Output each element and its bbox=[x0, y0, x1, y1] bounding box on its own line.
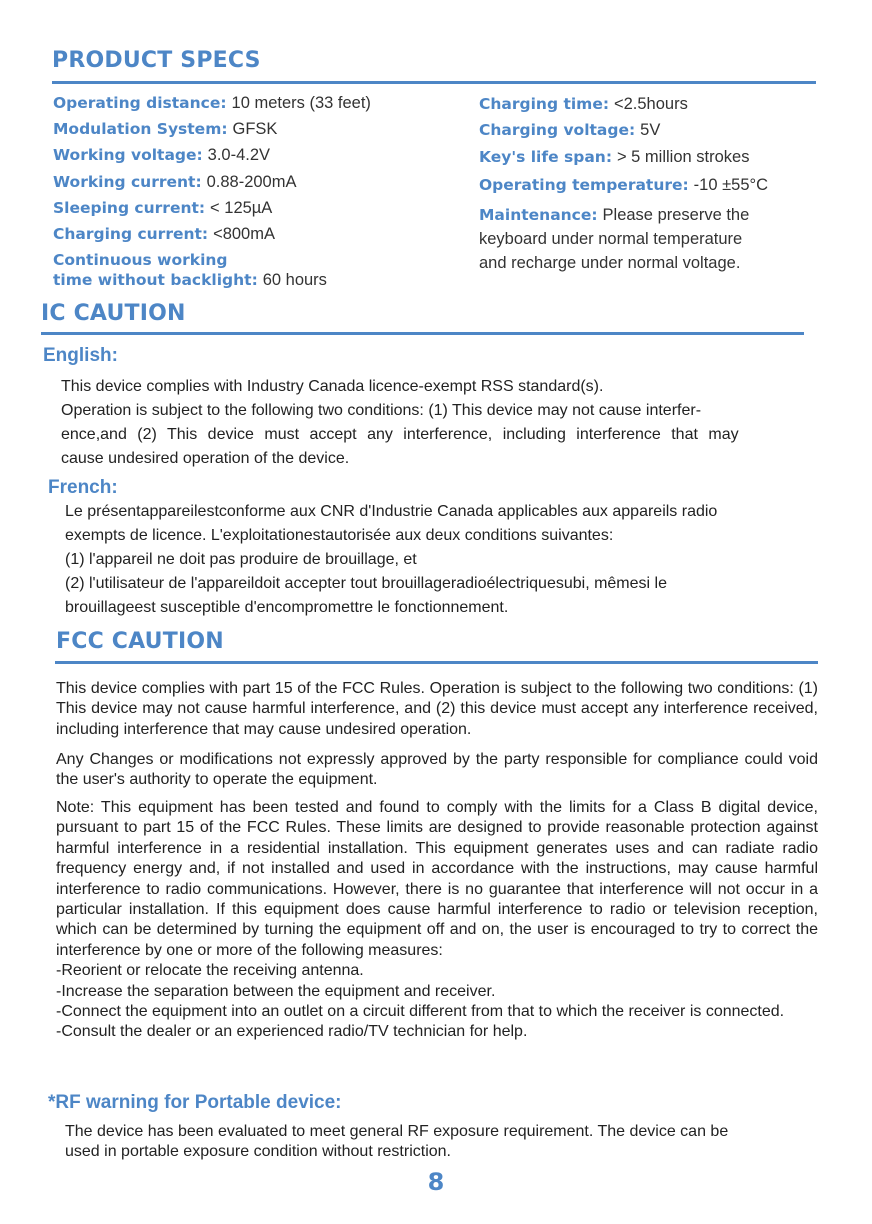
spec-maintenance: Maintenance: Please preserve the keyboard under normal temperature and recharge under normal voltage. bbox=[479, 206, 750, 272]
spec-working-current: Working current: 0.88-200mA bbox=[53, 173, 297, 191]
french-line: (1) l'appareil ne doit pas produire de brouillage, et bbox=[65, 551, 417, 568]
spec-key-life-span: Key's life span: > 5 million strokes bbox=[479, 148, 750, 166]
fcc-paragraph-2: Any Changes or modifications not expressly approved by the party responsible for compliance could void the user's authority to operate the equipment. bbox=[56, 751, 818, 789]
rf-warning-text bbox=[65, 1122, 815, 1163]
fcc-note: Note: This equipment has been tested and found to comply with the limits for a Class B digital device, pursuant to part 15 of the FCC Rules. These limits are designed to provide reasonable protection against harmful interference in a residential installation. This equipment generates uses and can radiate radio frequency energy and, if not installed and used in accordance with the instructions, may cause harmful interference to radio communications. However, there is no guarantee that interference will not occur in a particular installation. If this equipment does cause harmful interference to radio or television reception, which can be determined by turning the equipment off and on, the user is encouraged to try to correct the interference by one or more of the following measures: bbox=[56, 799, 818, 959]
product-specs-title: PRODUCT SPECS bbox=[52, 48, 261, 73]
fcc-measure: -Increase the separation between the equipment and receiver. bbox=[56, 982, 496, 1000]
fcc-caution-divider bbox=[55, 661, 818, 664]
french-label: French: bbox=[48, 477, 118, 498]
fcc-paragraph-3 bbox=[56, 798, 818, 1043]
ic-caution-title: IC CAUTION bbox=[41, 301, 186, 326]
product-specs-divider bbox=[52, 81, 816, 84]
english-text bbox=[61, 375, 806, 471]
english-line: cause undesired operation of the device. bbox=[61, 450, 350, 467]
fcc-measure: -Reorient or relocate the receiving antenna. bbox=[56, 962, 364, 980]
french-line: Le présentappareilestconforme aux CNR d'Industrie Canada applicables aux appareils radio bbox=[65, 503, 718, 520]
fcc-paragraph-1: This device complies with part 15 of the FCC Rules. Operation is subject to the following two conditions: (1) This device may not cause harmful interference, and (2) this device must accept any interference received, including interference that may cause undesired operation. bbox=[56, 680, 818, 738]
french-text bbox=[65, 500, 810, 620]
french-line: (2) l'utilisateur de l'appareildoit accepter tout brouillageradioélectriquesubi, mêmesi le bbox=[65, 575, 667, 592]
rf-line: The device has been evaluated to meet general RF exposure requirement. The device can be bbox=[65, 1123, 729, 1140]
spec-charging-current: Charging current: <800mA bbox=[53, 225, 275, 243]
spec-sleeping-current: Sleeping current: < 125µA bbox=[53, 199, 273, 217]
fcc-measure: -Connect the equipment into an outlet on a circuit different from that to which the receiver is connected. bbox=[56, 1003, 785, 1021]
rf-line: used in portable exposure condition without restriction. bbox=[65, 1143, 451, 1161]
spec-charging-time: Charging time: <2.5hours bbox=[479, 95, 688, 113]
spec-charging-voltage: Charging voltage: 5V bbox=[479, 121, 661, 139]
spec-working-voltage: Working voltage: 3.0-4.2V bbox=[53, 146, 271, 164]
spec-operating-distance: Operating distance: 10 meters (33 feet) bbox=[53, 94, 371, 112]
french-line: exempts de licence. L'exploitationestautorisée aux deux conditions suivantes: bbox=[65, 527, 614, 544]
english-label: English: bbox=[43, 345, 118, 366]
page-number: 8 bbox=[427, 1168, 445, 1196]
spec-operating-temperature: Operating temperature: -10 ±55°C bbox=[479, 176, 769, 194]
fcc-caution-title: FCC CAUTION bbox=[56, 629, 224, 654]
spec-backlight-time: Continuous working time without backlight: 60 hours bbox=[53, 251, 327, 289]
english-line: This device complies with Industry Canada licence-exempt RSS standard(s). bbox=[61, 378, 604, 395]
french-line: brouillageest susceptible d'encompromettre le fonctionnement. bbox=[65, 599, 509, 616]
english-line: Operation is subject to the following two conditions: (1) This device may not cause interfer- bbox=[61, 402, 702, 419]
spec-modulation-system: Modulation System: GFSK bbox=[53, 120, 278, 138]
ic-caution-divider bbox=[41, 332, 804, 335]
fcc-measure: -Consult the dealer or an experienced radio/TV technician for help. bbox=[56, 1023, 528, 1041]
rf-warning-label: *RF warning for Portable device: bbox=[48, 1092, 342, 1113]
english-line: ence,and (2) This device must accept any interference, including interference that may bbox=[61, 426, 739, 443]
